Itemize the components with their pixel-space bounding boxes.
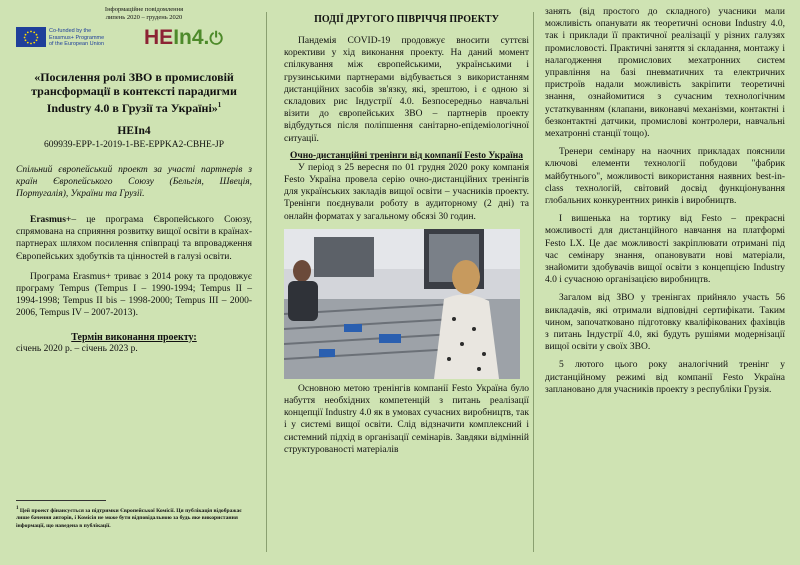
col3-paragraph-5: 5 лютого цього року аналогічний тренінг у дистанційному режимі від компанії Festo Україна заплановано для учасників проекту з республіки Грузія. — [545, 360, 785, 395]
festo-paragraph-1: У період з 25 вересня по 01 грудня 2020 року компанія Festo Україна провела серію очно-дистанційних тренінгів для українських закладів вищої освіти – учасників проекту. Тренінги поєднували роботу в аудиторному (2 дні) та онлайн форматах у загальному обсязі 30 годин. — [284, 162, 529, 222]
program-paragraph: Програма Erasmus+ триває з 2014 року та продовжує програму Tempus (Tempus I – 1990-1994; Tempus II – 1994-1998; Tempus II bis – 1998-2000; Tempus III – 2000-2006, Tempus IV – 2007-2013). — [16, 271, 252, 319]
bulletin-period: липень 2020 – грудень 2020 — [105, 14, 183, 21]
col3-paragraph-3: І вишенька на тортику від Festo – прекрасні можливості для дистанційного навчання на платформі Festo LX. Це дає можливості закріплювати отримані під час семінару знання, опановувати нові матеріали, знайомити здобувачів вищої освіти з концепцією Industry 4.0 і сучасною організацією виробництв. — [545, 214, 785, 286]
col3-paragraph-2: Тренери семінару на наочних прикладах пояснили ключові елементи технології побудови "фабрик майбутнього", можливості використання наявних best-in-class технологій, світовий досвід функціонування глобальних конкурентних ринків і виробництв. — [545, 147, 785, 207]
erasmus-bold: Erasmus+ — [30, 215, 72, 225]
festo-paragraph-2: Основною метою тренінгів компанії Festo Україна було набуття необхідних компетенцій з питань реалізації концепції Industry 4.0 як в умовах сучасних виробництв, так і у системі вищої освіти. Слід відзначити комплексний і системний підхід в організації семінарів. Завдяки відмінній структурованості матеріалів — [284, 383, 529, 455]
logos-row — [16, 24, 252, 58]
eu-flag-icon — [16, 27, 46, 47]
events-intro: Пандемія COVID-19 продовжує вносити суттєві корективи у хід виконання проекту. На даний момент спілкування між європейськими, українськими і грузинськими партнерами відбувається з використанням дистанційних засобів зв'язку, які, зрештою, і є одною зі складових рис Індустрії 4.0. Безпосередньо навчальні візити до європейських ЗВО – партнерів проекту відбудуться після поліпшення санітарно-епідеміологічної ситуації. — [284, 36, 529, 144]
bulletin-header — [76, 6, 212, 22]
column-divider — [533, 12, 534, 552]
hein4-logo: HEIn4.⏻ — [144, 26, 223, 49]
erasmus-paragraph: Erasmus+– це програма Європейського Союзу, спрямована на сприяння розвитку вищої освіти в країнах-партнерах шляхом посилення співпраці та впровадження Європейських здобутків та цінностей в галузі освіти. — [16, 215, 252, 262]
column-divider — [266, 12, 267, 552]
eu-cofunded-text: Co-funded by the Erasmus+ Programme of the European Union — [49, 28, 105, 47]
project-acronym: HEIn4 — [117, 125, 151, 137]
events-heading: ПОДІЇ ДРУГОГО ПІВРІЧЧЯ ПРОЕКТУ — [314, 14, 499, 25]
bulletin-title: Інформаційне повідомлення — [104, 6, 184, 13]
term-heading: Термін виконання проекту: — [71, 331, 197, 343]
festo-heading: Очно-дистанційні тренінги від компанії Festo Україна — [289, 150, 523, 161]
footnote: $^1$ Цей проект фінансується за підтримки Європейської Комісії. Ця публікація відображає лише бачення авторів, і Комісія не може бути відповідальною за будь яке використання інформації, що наведена в публікації. — [16, 506, 242, 529]
power-icon: ⏻ — [209, 29, 223, 48]
middle-column — [272, 0, 529, 565]
col3-paragraph-1: занять (від простого до складного) учасники мали можливість опанувати як теоретичні основи Industry 4.0, так і приклади її практичної реалізації у різних галузях промисловості. Практичні заняття зі складання, монтажу і налагодження промислових мехатронних систем управління на базі пневматичних та електричних пристроїв надали можливість закріпити теоретичні знання, ознайомитися з сучасним технологічним устаткуванням (клапани, виконавчі механізми, контактні і безконтактні датчики, промислові контролери, навчальні мехатронні станції тощо). — [545, 7, 785, 140]
project-title: «Посилення ролі ЗВО в промисловій трансформації в контексті парадигми Industry 4.0 в Грузії та Україні»$^1$ — [31, 70, 237, 115]
term-value: січень 2020 р. – січень 2023 р. — [16, 343, 138, 354]
footnote-mark: 1 — [217, 101, 222, 109]
right-column — [539, 0, 789, 565]
consortium-text: Спільний європейський проект за участі партнерів з країн Європейського Союзу (Бельгія, Швеція, Португалія), України та Грузії. — [16, 165, 252, 199]
col3-paragraph-4: Загалом від ЗВО у тренінгах прийняло участь 56 викладачів, які отримали відповідні сертифікати. Таким чином, започатковано підготовку кваліфікованих фахівців з питань Індустрії 4.0, які будуть рушіями модернізації вищої освіти у своїх ЗВО. — [545, 293, 785, 353]
footnote-divider — [16, 500, 106, 501]
project-code: 609939-EPP-1-2019-1-BE-EPPKA2-CBHE-JP — [44, 140, 224, 150]
left-column — [0, 0, 262, 565]
training-photo — [284, 229, 520, 379]
